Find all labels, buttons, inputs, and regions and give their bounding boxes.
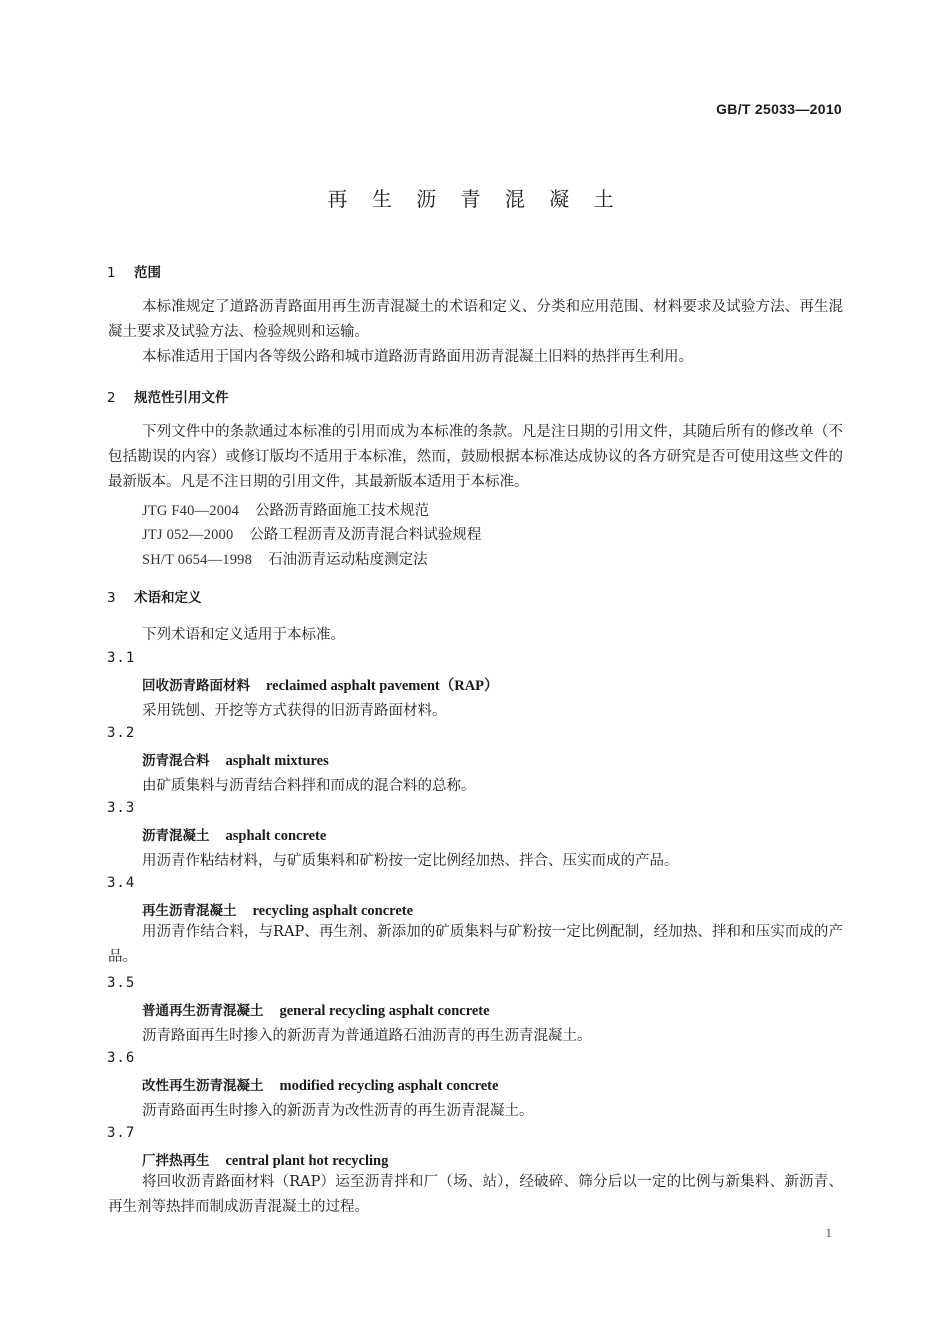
reference-item	[142, 499, 429, 520]
term-heading	[142, 674, 499, 695]
section-2-heading	[107, 386, 229, 406]
term-heading	[142, 1149, 388, 1170]
reference-code: SH/T 0654—1998	[142, 552, 253, 568]
term-heading	[142, 824, 326, 845]
term-chinese: 沥青混合料	[142, 753, 210, 769]
term-chinese: 沥青混凝土	[142, 828, 210, 844]
term-definition: 用沥青作结合料，与RAP、再生剂、新添加的矿质集料与矿粉按一定比例配制，经加热、拌和和压实而成的产品。	[108, 924, 843, 965]
term-heading	[142, 749, 329, 770]
term-number: 3.7	[107, 1125, 136, 1141]
term-heading	[142, 1074, 498, 1095]
term-english: asphalt concrete	[225, 828, 327, 844]
reference-code: JTJ 052—2000	[142, 527, 234, 543]
reference-item	[142, 548, 428, 569]
term-number: 3.4	[107, 875, 136, 891]
term-english: modified recycling asphalt concrete	[279, 1078, 499, 1094]
reference-name: 公路沥青路面施工技术规范	[255, 503, 430, 519]
term-definition: 由矿质集料与沥青结合料拌和而成的混合料的总称。	[142, 778, 476, 794]
term-definition: 将回收沥青路面材料（RAP）运至沥青拌和厂（场、站），经破碎、筛分后以一定的比例与新集料、新沥青、再生剂等热拌而制成沥青混凝土的过程。	[108, 1174, 843, 1215]
reference-name: 公路工程沥青及沥青混合料试验规程	[249, 527, 482, 543]
page-title: 再 生 沥 青 混 凝 土	[327, 187, 623, 211]
term-english: reclaimed asphalt pavement（RAP）	[266, 678, 499, 694]
reference-code: JTG F40—2004	[142, 503, 240, 519]
section-3-heading	[107, 586, 202, 606]
section-number: 2	[107, 390, 116, 406]
section-number: 3	[107, 590, 116, 606]
section-2-paragraph-1: 下列文件中的条款通过本标准的引用而成为本标准的条款。凡是注日期的引用文件，其随后所有的修改单（不包括勘误的内容）或修订版均不适用于本标准，然而，鼓励根据本标准达成协议的各方研究是否可使用这些文件的最新版本。凡是不注日期的引用文件，其最新版本适用于本标准。	[108, 424, 843, 490]
term-chinese: 改性再生沥青混凝土	[142, 1078, 264, 1094]
term-heading	[142, 899, 413, 920]
section-title: 规范性引用文件	[134, 390, 229, 406]
term-english: asphalt mixtures	[225, 753, 329, 769]
standard-number: GB/T 25033—2010	[716, 101, 842, 117]
term-number: 3.3	[107, 800, 136, 816]
term-definition: 用沥青作粘结材料，与矿质集料和矿粉按一定比例经加热、拌合、压实而成的产品。	[142, 853, 679, 869]
page-number: 1	[825, 1225, 832, 1240]
reference-item	[142, 523, 481, 544]
section-title: 术语和定义	[134, 590, 202, 606]
term-number: 3.5	[107, 975, 136, 991]
term-number: 3.6	[107, 1050, 136, 1066]
term-chinese: 再生沥青混凝土	[142, 903, 237, 919]
term-english: central plant hot recycling	[225, 1153, 389, 1169]
term-chinese: 回收沥青路面材料	[142, 678, 250, 694]
term-number: 3.2	[107, 725, 136, 741]
term-chinese: 普通再生沥青混凝土	[142, 1003, 264, 1019]
section-1-paragraph-2: 本标准适用于国内各等级公路和城市道路沥青路面用沥青混凝土旧料的热拌再生利用。	[142, 349, 693, 365]
section-1-heading	[107, 261, 161, 281]
term-definition: 沥青路面再生时掺入的新沥青为改性沥青的再生沥青混凝土。	[142, 1103, 534, 1119]
term-chinese: 厂拌热再生	[142, 1153, 210, 1169]
term-definition: 沥青路面再生时掺入的新沥青为普通道路石油沥青的再生沥青混凝土。	[142, 1028, 592, 1044]
term-definition: 采用铣刨、开挖等方式获得的旧沥青路面材料。	[142, 703, 447, 719]
term-heading	[142, 999, 490, 1020]
section-number: 1	[107, 265, 116, 281]
term-number: 3.1	[107, 650, 136, 666]
term-english: recycling asphalt concrete	[252, 903, 414, 919]
reference-name: 石油沥青运动粘度测定法	[268, 552, 428, 568]
section-1-paragraph-1: 本标准规定了道路沥青路面用再生沥青混凝土的术语和定义、分类和应用范围、材料要求及试验方法、再生混凝土要求及试验方法、检验规则和运输。	[108, 299, 843, 340]
term-english: general recycling asphalt concrete	[279, 1003, 490, 1019]
section-3-intro: 下列术语和定义适用于本标准。	[142, 627, 345, 643]
section-title: 范围	[134, 265, 161, 281]
